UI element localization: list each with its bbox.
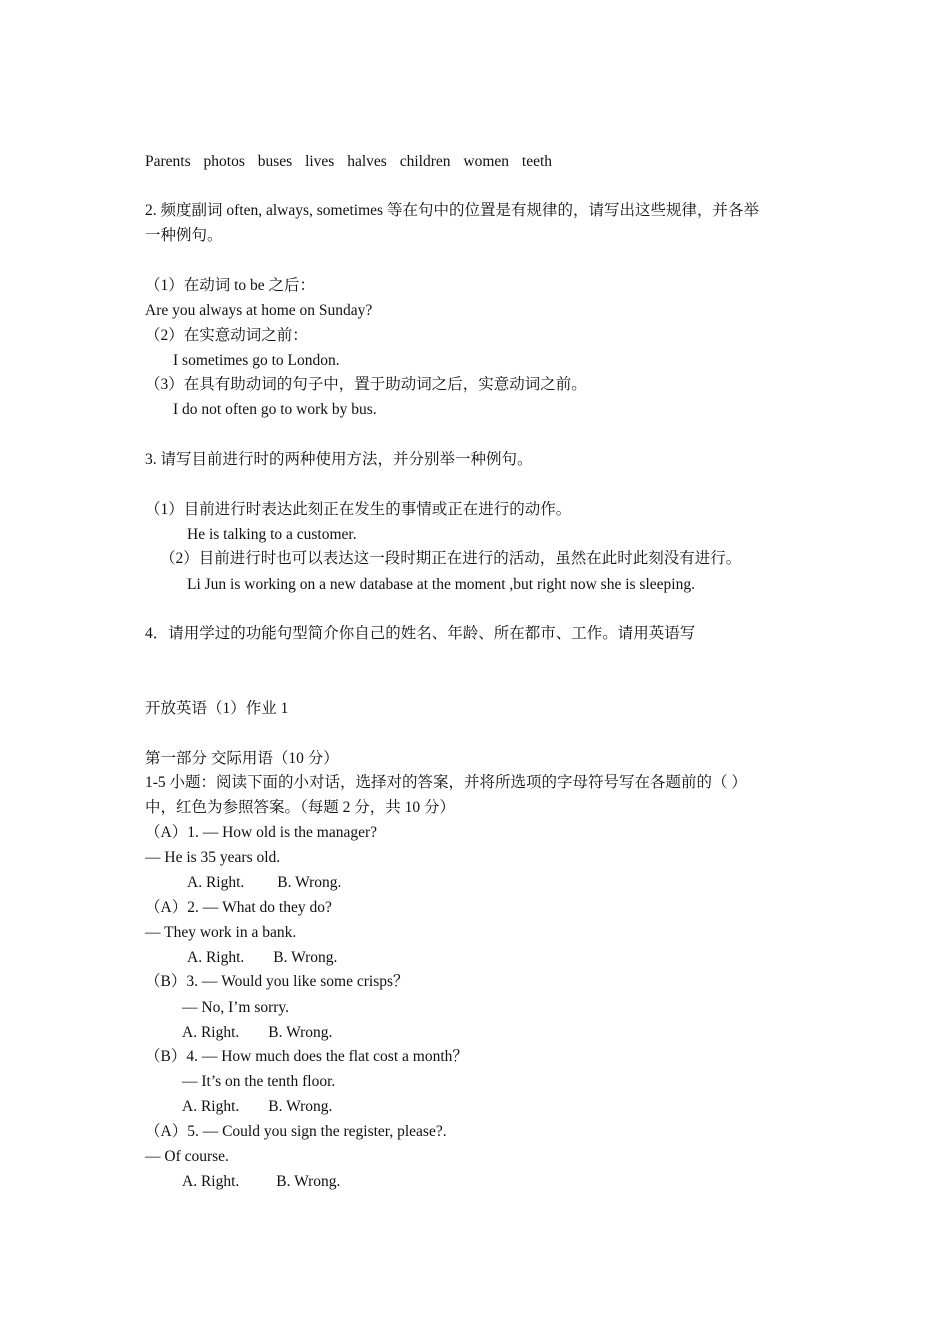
q2-rule3: （3）在具有助动词的句子中，置于助动词之后，实意动词之前。 — [145, 376, 587, 393]
q3-use1: （1）目前进行时表达此刻正在发生的事情或正在进行的动作。 — [145, 501, 572, 518]
q4-question: 4．请用学过的功能句型简介你自己的姓名、年龄、所在都市、工作。请用英语写 — [145, 625, 696, 642]
homework-title: 开放英语（1）作业 1 — [145, 700, 289, 717]
word: lives — [305, 153, 335, 170]
word: Parents — [145, 153, 191, 170]
option-a: A. Right. — [182, 1098, 240, 1115]
part1-instruction-line1: 1-5 小题：阅读下面的小对话，选择对的答案，并将所选项的字母符号写在各题前的（ ） — [145, 774, 747, 791]
option-b: B. Wrong. — [268, 1024, 333, 1041]
q2-question-line1: 2. 频度副词 often, always, sometimes 等在句中的位置是有规律的，请写出这些规律，并各举 — [145, 202, 759, 219]
item5-reply: — Of course. — [145, 1148, 229, 1165]
part1-title: 第一部分 交际用语（10 分） — [145, 750, 339, 767]
item1-reply: — He is 35 years old. — [145, 849, 281, 866]
option-b: B. Wrong. — [273, 949, 338, 966]
q2-question-line2: 一种例句。 — [145, 227, 223, 244]
word: buses — [257, 153, 293, 170]
q2-rule1: （1）在动词 to be 之后： — [145, 277, 316, 294]
q3-use2: （2）目前进行时也可以表达这一段时期正在进行的活动，虽然在此时此刻没有进行。 — [160, 550, 742, 567]
word: children — [399, 153, 451, 170]
q2-example3: I do not often go to work by bus. — [173, 401, 377, 418]
item3-prompt: （B）3. — Would you like some crisps？ — [145, 973, 409, 990]
item1-prompt: （A）1. — How old is the manager? — [145, 824, 378, 841]
word: photos — [203, 153, 245, 170]
q3-example2: Li Jun is working on a new database at the moment ,but right now she is sleeping. — [187, 576, 695, 593]
item4-reply: — It’s on the tenth floor. — [182, 1073, 336, 1090]
item1-options — [187, 873, 341, 893]
item2-reply: — They work in a bank. — [145, 924, 297, 941]
item5-options — [182, 1172, 340, 1192]
item4-prompt: （B）4. — How much does the flat cost a month？ — [145, 1048, 468, 1065]
plural-words-line — [145, 152, 561, 172]
option-a: A. Right. — [182, 1173, 240, 1190]
item3-options — [182, 1023, 332, 1043]
item2-prompt: （A）2. — What do they do? — [145, 899, 332, 916]
q2-example2: I sometimes go to London. — [173, 352, 340, 369]
q2-rule2: （2）在实意动词之前： — [145, 327, 308, 344]
option-b: B. Wrong. — [276, 1173, 341, 1190]
q3-question: 3. 请写目前进行时的两种使用方法，并分别举一种例句。 — [145, 451, 533, 468]
option-b: B. Wrong. — [277, 874, 342, 891]
word: halves — [347, 153, 387, 170]
word: women — [463, 153, 510, 170]
item5-prompt: （A）5. — Could you sign the register, please?. — [145, 1123, 447, 1140]
word: teeth — [521, 153, 553, 170]
item3-reply: — No, I’m sorry. — [182, 999, 290, 1016]
q2-example1: Are you always at home on Sunday? — [145, 302, 373, 319]
item4-options — [182, 1097, 332, 1117]
option-a: A. Right. — [187, 874, 245, 891]
option-a: A. Right. — [182, 1024, 240, 1041]
item2-options — [187, 948, 337, 968]
option-b: B. Wrong. — [268, 1098, 333, 1115]
q3-example1: He is talking to a customer. — [187, 526, 357, 543]
option-a: A. Right. — [187, 949, 245, 966]
part1-instruction-line2: 中，红色为参照答案。（每题 2 分，共 10 分） — [145, 799, 456, 816]
